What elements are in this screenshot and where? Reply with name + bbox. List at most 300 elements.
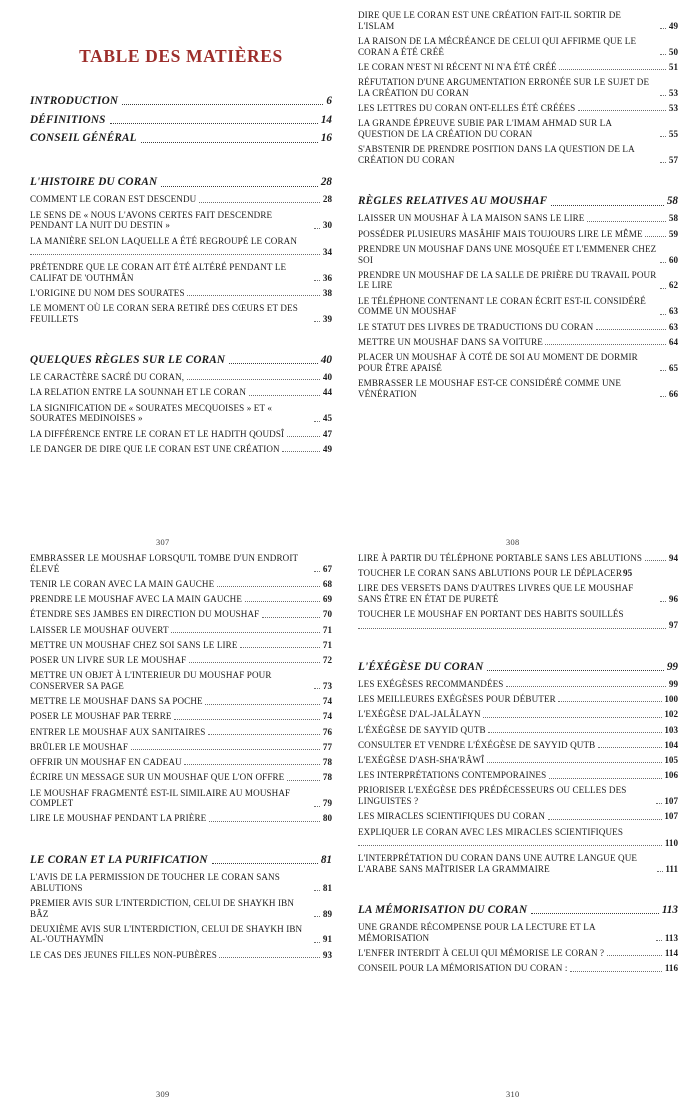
toc-entry-title: UNE GRANDE RÉCOMPENSE POUR LA LECTURE ET LA MÉMORISATION bbox=[358, 922, 596, 943]
toc-entry-page-number: 110 bbox=[664, 837, 678, 848]
toc-entry-title: L'HISTOIRE DU CORAN bbox=[30, 176, 158, 189]
toc-entry-page-number: 44 bbox=[322, 387, 332, 398]
leader-dots bbox=[262, 616, 321, 618]
toc-entry-page-number: 80 bbox=[322, 813, 332, 824]
toc-entry-title: CONSEIL POUR LA MÉMORISATION DU CORAN : bbox=[358, 963, 568, 974]
toc-entry-title: LES EXÉGÈSES RECOMMANDÉES bbox=[358, 678, 504, 689]
toc-entry-page-number: 89 bbox=[322, 908, 332, 919]
toc-entry-page-number: 107 bbox=[664, 796, 678, 807]
toc-entry-page-number: 114 bbox=[664, 948, 678, 958]
toc-section-heading[interactable] bbox=[30, 354, 332, 367]
toc-entry-title: LAISSER LE MOUSHAF OUVERT bbox=[30, 624, 169, 635]
leader-dots bbox=[358, 627, 666, 629]
toc-entry[interactable] bbox=[358, 694, 678, 705]
toc-entry-page-number: 49 bbox=[668, 20, 678, 31]
toc-entry[interactable] bbox=[30, 772, 332, 783]
toc-entry[interactable] bbox=[30, 594, 332, 605]
toc-entry-page-number: 94 bbox=[668, 553, 678, 563]
page-folio-number: 307 bbox=[156, 538, 170, 547]
toc-entry-title: METTRE UN OBJET À L'INTERIEUR DU MOUSHAF POUR CONSERVER SA PAGE bbox=[30, 670, 272, 691]
leader-dots bbox=[314, 687, 320, 689]
leader-dots bbox=[187, 378, 321, 380]
leader-dots bbox=[483, 716, 662, 718]
toc-entry[interactable] bbox=[30, 95, 332, 108]
toc-entry[interactable] bbox=[30, 670, 332, 691]
leader-dots bbox=[314, 805, 320, 807]
toc-list bbox=[30, 553, 332, 960]
page-title: TABLE DES MATIÈRES bbox=[79, 46, 283, 66]
toc-entry[interactable] bbox=[30, 788, 332, 809]
toc-entry[interactable] bbox=[30, 403, 332, 424]
toc-entry-title: ÉCRIRE UN MESSAGE SUR UN MOUSHAF QUE L'ON OFFRE bbox=[30, 772, 285, 783]
leader-tail bbox=[30, 247, 332, 258]
toc-entry-page-number: 58 bbox=[668, 213, 678, 224]
toc-entry-page-number: 96 bbox=[668, 594, 678, 605]
leader-dots bbox=[656, 802, 662, 804]
toc-entry-page-number: 107 bbox=[664, 811, 678, 822]
toc-entry-title: LA RAISON DE LA MÉCRÉANCE DE CELUI QUI AFFIRME QUE LE CORAN A ÉTÉ CRÉÉ bbox=[358, 35, 637, 57]
page-folio-number: 310 bbox=[506, 1090, 520, 1099]
toc-entry[interactable] bbox=[30, 898, 332, 919]
toc-section-heading[interactable] bbox=[30, 854, 332, 867]
toc-entry[interactable] bbox=[30, 262, 332, 283]
toc-entry-title: L'ORIGINE DU NOM DES SOURATES bbox=[30, 287, 185, 298]
toc-entry-title: TOUCHER LE MOUSHAF EN PORTANT DES HABITS SOUILLÉS bbox=[358, 609, 624, 620]
toc-entry-page-number: 58 bbox=[666, 195, 678, 208]
toc-entry-page-number: 76 bbox=[322, 726, 332, 737]
toc-entry-page-number: 81 bbox=[322, 882, 332, 893]
leader-dots bbox=[131, 748, 321, 750]
toc-entry-page-number: 113 bbox=[661, 903, 678, 916]
leader-dots bbox=[660, 261, 666, 263]
toc-entry-page-number: 64 bbox=[668, 336, 678, 347]
leader-dots bbox=[174, 718, 320, 720]
toc-entry-title: L'ÉXÉGÈSE DE SAYYID QUTB bbox=[358, 724, 486, 735]
toc-entry-title: POSSÉDER PLUSIEURS MASÂHIF MAIS TOUJOURS LIRE LE MÊME bbox=[358, 228, 643, 239]
leader-dots bbox=[171, 631, 320, 633]
toc-entry-title: RÈGLES RELATIVES AU MOUSHAF bbox=[358, 195, 548, 208]
section-spacer bbox=[30, 329, 332, 344]
toc-entry-title: LA RELATION ENTRE LA SOUNNAH ET LE CORAN bbox=[30, 387, 247, 398]
toc-entry-title: LE CAS DES JEUNES FILLES NON-PUBÈRES bbox=[30, 949, 217, 960]
toc-entry-page-number: 102 bbox=[664, 709, 678, 720]
toc-entry[interactable] bbox=[30, 288, 332, 299]
toc-entry-page-number: 106 bbox=[664, 770, 678, 781]
toc-entry-title: CONSEIL GÉNÉRAL bbox=[30, 132, 137, 145]
toc-entry[interactable] bbox=[358, 740, 678, 751]
toc-entry-page-number: 50 bbox=[668, 46, 678, 57]
leader-dots bbox=[551, 204, 663, 206]
toc-entry-title: EMBRASSER LE MOUSHAF EST-CE CONSIDÉRÉ COMME UNE VÉNÉRATION bbox=[358, 377, 621, 399]
leader-dots bbox=[488, 731, 662, 733]
toc-entry-page-number: 74 bbox=[322, 711, 332, 722]
toc-entry[interactable] bbox=[358, 811, 678, 822]
toc-entry[interactable] bbox=[358, 229, 678, 240]
leader-dots bbox=[110, 122, 318, 124]
toc-entry-title: PRENDRE UN MOUSHAF DANS UNE MOSQUÉE ET L'EMMENER CHEZ SOI bbox=[358, 243, 657, 265]
toc-entry-page-number: 81 bbox=[320, 853, 332, 866]
toc-entry[interactable] bbox=[30, 372, 332, 383]
leader-dots bbox=[314, 889, 320, 891]
leader-dots bbox=[660, 135, 666, 137]
toc-entry-title: DEUXIÈME AVIS SUR L'INTERDICTION, CELUI DE SHAYKH IBN AL-'OUTHAYMÎN bbox=[30, 923, 303, 945]
toc-entry[interactable] bbox=[30, 429, 332, 440]
toc-entry-title: LA SIGNIFICATION DE « SOURATES MECQUOISES » ET « SOURATES MEDINOISES » bbox=[30, 402, 273, 424]
toc-entry-page-number: 70 bbox=[322, 609, 332, 620]
toc-entry-title: LE SENS DE « NOUS L'AVONS CERTES FAIT DESCENDRE PENDANT LA NUIT DU DESTIN » bbox=[30, 209, 273, 231]
leader-dots bbox=[30, 253, 320, 255]
toc-entry-page-number: 69 bbox=[322, 594, 332, 605]
toc-entry-title: LA MÉMORISATION DU CORAN bbox=[358, 903, 528, 916]
leader-dots bbox=[184, 763, 320, 765]
toc-entry[interactable] bbox=[358, 352, 678, 373]
leader-dots bbox=[205, 703, 320, 705]
toc-entry-title: RÉFUTATION D'UNE ARGUMENTATION ERRONÉE SUR LE SUJET DE LA CRÉATION DU CORAN bbox=[358, 77, 650, 98]
toc-entry-title: TENIR LE CORAN AVEC LA MAIN GAUCHE bbox=[30, 578, 215, 589]
leader-dots bbox=[660, 27, 666, 29]
leader-dots bbox=[314, 227, 320, 229]
toc-entry-title: COMMENT LE CORAN EST DESCENDU bbox=[30, 194, 197, 205]
book-page bbox=[0, 10, 350, 553]
toc-entry-page-number: 73 bbox=[322, 680, 332, 691]
toc-entry[interactable] bbox=[358, 785, 678, 806]
toc-entry-page-number: 47 bbox=[322, 428, 332, 439]
leader-dots bbox=[282, 450, 320, 452]
leader-dots bbox=[314, 941, 320, 943]
toc-entry-page-number: 51 bbox=[668, 61, 678, 72]
toc-entry-title: PREMIER AVIS SUR L'INTERDICTION, CELUI DE SHAYKH IBN BÂZ bbox=[30, 897, 295, 919]
toc-entry-title: LA DIFFÉRENCE ENTRE LE CORAN ET LE HADITH QOUDSÎ bbox=[30, 428, 285, 439]
toc-entry[interactable] bbox=[30, 114, 332, 127]
toc-entry[interactable] bbox=[358, 679, 678, 690]
leader-dots bbox=[314, 420, 320, 422]
toc-entry[interactable] bbox=[358, 725, 678, 736]
toc-entry-page-number: 67 bbox=[322, 563, 332, 574]
leader-dots bbox=[358, 844, 662, 846]
toc-entry[interactable] bbox=[358, 568, 678, 579]
toc-entry-title: PLACER UN MOUSHAF À COTÉ DE SOI AU MOMENT DE DORMIR POUR ÊTRE APAISÉ bbox=[358, 352, 638, 373]
toc-entry-page-number: 28 bbox=[320, 176, 332, 189]
toc-entry-page-number: 78 bbox=[322, 757, 332, 768]
toc-entry[interactable] bbox=[358, 770, 678, 781]
leader-dots bbox=[187, 294, 320, 296]
toc-entry-title: DIRE QUE LE CORAN EST UNE CRÉATION FAIT-IL SORTIR DE L'ISLAM bbox=[358, 10, 622, 31]
leader-dots bbox=[660, 600, 666, 602]
section-spacer bbox=[358, 170, 678, 185]
toc-entry-page-number: 93 bbox=[322, 949, 332, 960]
toc-entry-page-number: 66 bbox=[668, 388, 678, 399]
toc-entry[interactable] bbox=[30, 727, 332, 738]
toc-entry-title: EXPLIQUER LE CORAN AVEC LES MIRACLES SCIENTIFIQUES bbox=[358, 826, 624, 837]
toc-entry[interactable] bbox=[30, 236, 332, 258]
toc-entry-title: LES INTERPRÉTATIONS CONTEMPORAINES bbox=[358, 770, 547, 781]
toc-entry-title: EMBRASSER LE MOUSHAF LORSQU'IL TOMBE D'UN ENDROIT ÉLEVÉ bbox=[30, 553, 299, 574]
leader-dots bbox=[531, 912, 659, 914]
toc-entry[interactable] bbox=[30, 757, 332, 768]
leader-dots bbox=[199, 201, 321, 203]
toc-entry-page-number: 68 bbox=[322, 578, 332, 589]
leader-dots bbox=[314, 570, 320, 572]
toc-entry-page-number: 63 bbox=[668, 306, 678, 317]
toc-entry-page-number: 34 bbox=[322, 246, 332, 257]
toc-entry-title: PRENDRE LE MOUSHAF AVEC LA MAIN GAUCHE bbox=[30, 594, 243, 605]
toc-entry[interactable] bbox=[358, 337, 678, 348]
toc-entry-page-number: 30 bbox=[322, 220, 332, 231]
toc-entry-page-number: 104 bbox=[664, 739, 678, 750]
leader-dots bbox=[660, 287, 666, 289]
leader-dots bbox=[657, 870, 663, 872]
toc-entry-page-number: 116 bbox=[664, 963, 678, 974]
leader-dots bbox=[660, 313, 666, 315]
toc-entry-title: LA MANIÈRE SELON LAQUELLE A ÉTÉ REGROUPÉ LE CORAN bbox=[30, 235, 298, 246]
toc-entry-title: PRIORISER L'EXÉGÈSE DES PRÉDÉCESSEURS OU CELLES DES LINGUISTES ? bbox=[358, 785, 627, 807]
leader-dots bbox=[245, 600, 321, 602]
toc-entry[interactable] bbox=[358, 10, 678, 31]
leader-dots bbox=[209, 820, 321, 822]
toc-entry-title: L'ÉXÉGÈSE DU CORAN bbox=[358, 660, 484, 673]
toc-entry[interactable] bbox=[358, 118, 678, 139]
toc-entry[interactable] bbox=[30, 742, 332, 753]
toc-entry[interactable] bbox=[30, 924, 332, 945]
toc-entry-title: ÉTENDRE SES JAMBES EN DIRECTION DU MOUSHAF bbox=[30, 609, 260, 620]
toc-entry-page-number: 55 bbox=[668, 128, 678, 139]
toc-entry-page-number: 53 bbox=[668, 103, 678, 114]
toc-entry-title: TOUCHER LE CORAN SANS ABLUTIONS POUR LE DÉPLACER bbox=[358, 568, 623, 579]
toc-entry-page-number: 79 bbox=[322, 798, 332, 809]
toc-entry[interactable] bbox=[30, 132, 332, 145]
toc-entry[interactable] bbox=[358, 827, 678, 849]
toc-entry-page-number: 40 bbox=[322, 372, 332, 383]
toc-entry-title: INTRODUCTION bbox=[30, 95, 119, 107]
toc-entry-page-number: 38 bbox=[322, 287, 332, 298]
section-spacer bbox=[358, 879, 678, 894]
toc-entry[interactable] bbox=[358, 103, 678, 114]
toc-list bbox=[358, 10, 678, 399]
toc-entry[interactable] bbox=[30, 625, 332, 636]
toc-entry-page-number: 99 bbox=[666, 660, 678, 673]
book-page bbox=[350, 10, 700, 553]
leader-dots bbox=[570, 970, 662, 972]
toc-entry-page-number: 60 bbox=[668, 254, 678, 265]
leader-tail bbox=[358, 838, 678, 849]
toc-list bbox=[358, 553, 678, 974]
toc-entry-title: S'ABSTENIR DE PRENDRE POSITION DANS LA QUESTION DE LA CRÉATION DU CORAN bbox=[358, 144, 635, 165]
leader-dots bbox=[122, 103, 323, 105]
book-page bbox=[350, 553, 700, 1105]
toc-entry[interactable] bbox=[30, 387, 332, 398]
book-page bbox=[0, 553, 350, 1105]
page-folio-number: 309 bbox=[156, 1090, 170, 1099]
toc-entry-page-number: 91 bbox=[322, 934, 332, 945]
toc-entry[interactable] bbox=[30, 210, 332, 231]
toc-entry-page-number: 65 bbox=[668, 362, 678, 373]
toc-entry-title: LES MIRACLES SCIENTIFIQUES DU CORAN bbox=[358, 811, 546, 822]
toc-entry-title: LA GRANDE ÉPREUVE SUBIE PAR L'IMAM AHMAD SUR LA QUESTION DE LA CRÉATION DU CORAN bbox=[358, 118, 612, 139]
leader-dots bbox=[506, 685, 666, 687]
leader-dots bbox=[660, 53, 666, 55]
toc-entry[interactable] bbox=[358, 378, 678, 399]
toc-entry-title: LE CORAN ET LA PURIFICATION bbox=[30, 853, 208, 866]
leader-dots bbox=[219, 956, 320, 958]
toc-entry-title: L'ENFER INTERDIT À CELUI QUI MÉMORISE LE CORAN ? bbox=[358, 948, 605, 958]
toc-entry-page-number: 63 bbox=[668, 321, 678, 332]
toc-entry-title: PRÉTENDRE QUE LE CORAN AIT ÉTÉ ALTÉRÉ PENDANT LE CALIFAT DE 'OUTHMÂN bbox=[30, 261, 287, 283]
toc-entry-title: L'EXÉGÈSE D'AL-JALÂLAYN bbox=[358, 709, 481, 720]
toc-entry-page-number: 36 bbox=[322, 272, 332, 283]
leader-dots bbox=[161, 185, 318, 187]
toc-entry-page-number: 62 bbox=[668, 280, 678, 291]
toc-entry[interactable] bbox=[358, 583, 678, 604]
leader-dots bbox=[578, 109, 667, 111]
toc-entry[interactable] bbox=[30, 303, 332, 324]
toc-entry[interactable] bbox=[358, 963, 678, 974]
toc-entry[interactable] bbox=[358, 948, 678, 959]
toc-section-heading[interactable] bbox=[358, 195, 678, 208]
toc-entry-page-number: 59 bbox=[668, 228, 678, 239]
toc-entry-title: LE CORAN N'EST NI RÉCENT NI N'A ÉTÉ CRÉÉ bbox=[358, 61, 557, 72]
toc-entry-title: LE TÉLÉPHONE CONTENANT LE CORAN ÉCRIT EST-IL CONSIDÉRÉ COMME UN MOUSHAF bbox=[358, 295, 646, 317]
leader-dots bbox=[314, 915, 320, 917]
toc-section-heading[interactable] bbox=[30, 176, 332, 189]
toc-entry-page-number: 53 bbox=[668, 87, 678, 98]
toc-entry[interactable] bbox=[30, 194, 332, 205]
toc-entry-page-number: 45 bbox=[322, 413, 332, 424]
leader-dots bbox=[660, 369, 666, 371]
toc-entry-title: POSER UN LIVRE SUR LE MOUSHAF bbox=[30, 655, 187, 666]
toc-entry[interactable] bbox=[30, 711, 332, 722]
toc-list bbox=[30, 95, 332, 454]
toc-entry-page-number: 103 bbox=[664, 724, 678, 735]
leader-dots bbox=[607, 954, 663, 956]
section-spacer bbox=[30, 829, 332, 844]
leader-dots bbox=[141, 141, 318, 143]
toc-entry[interactable] bbox=[358, 36, 678, 57]
toc-entry-page-number: 49 bbox=[322, 443, 332, 454]
leader-dots bbox=[249, 394, 321, 396]
toc-entry-page-number: 39 bbox=[322, 313, 332, 324]
toc-entry-title: LE MOUSHAF FRAGMENTÉ EST-IL SIMILAIRE AU MOUSHAF COMPLET bbox=[30, 787, 291, 809]
leader-dots bbox=[189, 661, 321, 663]
toc-entry[interactable] bbox=[358, 322, 678, 333]
leader-dots bbox=[598, 746, 662, 748]
toc-entry[interactable] bbox=[358, 922, 678, 943]
toc-entry-title: DÉFINITIONS bbox=[30, 113, 106, 126]
toc-entry-page-number: 105 bbox=[664, 755, 678, 765]
toc-entry[interactable] bbox=[30, 609, 332, 620]
toc-entry-title: LIRE DES VERSETS DANS D'AUTRES LIVRES QUE LE MOUSHAF SANS ÊTRE EN ÉTAT DE PURETÉ bbox=[358, 583, 634, 605]
page-folio-number: 308 bbox=[506, 538, 520, 547]
toc-entry-page-number: 111 bbox=[665, 863, 678, 874]
section-spacer bbox=[30, 151, 332, 166]
leader-dots bbox=[314, 279, 320, 281]
page-spread bbox=[0, 553, 700, 1105]
toc-entry-title: LE STATUT DES LIVRES DE TRADUCTIONS DU CORAN bbox=[358, 321, 594, 332]
leader-dots bbox=[314, 320, 320, 322]
leader-dots bbox=[229, 362, 318, 364]
toc-entry-title: L'EXÉGÈSE D'ASH-SHA'RÂWÎ bbox=[358, 755, 485, 765]
toc-entry-page-number: 57 bbox=[668, 154, 678, 165]
toc-entry[interactable] bbox=[358, 709, 678, 720]
toc-entry-title: METTRE UN MOUSHAF DANS SA VOITURE bbox=[358, 336, 543, 347]
toc-entry-title: LE DANGER DE DIRE QUE LE CORAN EST UNE CRÉATION bbox=[30, 443, 280, 454]
leader-dots bbox=[548, 818, 662, 820]
toc-entry-page-number: 74 bbox=[322, 696, 332, 707]
toc-entry-page-number: 99 bbox=[668, 678, 678, 689]
toc-entry[interactable] bbox=[358, 244, 678, 265]
leader-dots bbox=[660, 94, 666, 96]
toc-entry[interactable] bbox=[358, 755, 678, 766]
toc-entry[interactable] bbox=[358, 144, 678, 165]
toc-entry-title: LAISSER UN MOUSHAF À LA MAISON SANS LE LIRE bbox=[358, 213, 585, 224]
toc-entry[interactable] bbox=[30, 950, 332, 961]
toc-entry[interactable] bbox=[30, 655, 332, 666]
toc-entry-title: CONSULTER ET VENDRE L'ÉXÉGÈSE DE SAYYID QUTB bbox=[358, 739, 596, 750]
toc-entry-title: OFFRIR UN MOUSHAF EN CADEAU bbox=[30, 757, 182, 768]
leader-dots bbox=[212, 862, 318, 864]
leader-dots bbox=[645, 559, 667, 561]
toc-entry-page-number: 100 bbox=[664, 694, 678, 705]
toc-entry[interactable] bbox=[358, 553, 678, 564]
leader-dots bbox=[287, 435, 321, 437]
leader-dots bbox=[596, 328, 667, 330]
toc-entry[interactable] bbox=[30, 640, 332, 651]
toc-entry-title: LE CARACTÈRE SACRÉ DU CORAN, bbox=[30, 372, 185, 383]
toc-entry-page-number: 72 bbox=[322, 655, 332, 666]
toc-entry-title: QUELQUES RÈGLES SUR LE CORAN bbox=[30, 353, 226, 366]
leader-dots bbox=[645, 235, 666, 237]
toc-section-heading[interactable] bbox=[358, 661, 678, 674]
leader-dots bbox=[558, 700, 662, 702]
leader-dots bbox=[587, 220, 666, 222]
toc-entry-page-number: 71 bbox=[322, 624, 332, 635]
toc-entry[interactable] bbox=[30, 696, 332, 707]
toc-entry[interactable] bbox=[30, 553, 332, 574]
toc-entry-page-number: 113 bbox=[664, 932, 678, 943]
leader-dots bbox=[287, 779, 321, 781]
toc-entry-title: METTRE LE MOUSHAF DANS SA POCHE bbox=[30, 696, 203, 707]
leader-dots bbox=[208, 733, 321, 735]
toc-entry-title: ENTRER LE MOUSHAF AUX SANITAIRES bbox=[30, 726, 206, 737]
toc-entry[interactable] bbox=[358, 213, 678, 224]
leader-dots bbox=[660, 161, 666, 163]
toc-entry-title: LIRE À PARTIR DU TÉLÉPHONE PORTABLE SANS LES ABLUTIONS bbox=[358, 553, 643, 563]
toc-entry-title: POSER LE MOUSHAF PAR TERRE bbox=[30, 711, 172, 722]
toc-entry-page-number: 16 bbox=[320, 132, 332, 145]
toc-entry[interactable] bbox=[30, 444, 332, 455]
toc-entry[interactable] bbox=[358, 77, 678, 98]
leader-dots bbox=[559, 68, 666, 70]
toc-entry-page-number: 6 bbox=[326, 95, 332, 107]
toc-entry-title: LE MOMENT OÙ LE CORAN SERA RETIRÉ DES CŒURS ET DES FEUILLETS bbox=[30, 303, 298, 324]
leader-tail bbox=[358, 620, 678, 631]
toc-entry[interactable] bbox=[358, 296, 678, 317]
toc-entry-title: LES MEILLEURES EXÉGÈSES POUR DÉBUTER bbox=[358, 694, 556, 705]
leader-dots bbox=[217, 585, 321, 587]
toc-entry[interactable] bbox=[30, 872, 332, 893]
toc-entry[interactable] bbox=[30, 813, 332, 824]
toc-entry-page-number: 97 bbox=[668, 620, 678, 631]
toc-entry[interactable] bbox=[358, 853, 678, 874]
toc-entry-title: LES LETTRES DU CORAN ONT-ELLES ÉTÉ CRÉÉES bbox=[358, 103, 576, 114]
toc-section-heading[interactable] bbox=[358, 904, 678, 917]
toc-entry-page-number: 28 bbox=[322, 194, 332, 205]
toc-entry-page-number: 40 bbox=[320, 353, 332, 366]
toc-entry[interactable] bbox=[30, 579, 332, 590]
toc-entry[interactable] bbox=[358, 270, 678, 291]
toc-entry-title: L'INTERPRÉTATION DU CORAN DANS UNE AUTRE LANGUE QUE L'ARABE SANS MAÎTRISER LA GRAMMAIRE bbox=[358, 852, 638, 874]
toc-entry[interactable] bbox=[358, 609, 678, 631]
toc-entry[interactable] bbox=[358, 62, 678, 73]
